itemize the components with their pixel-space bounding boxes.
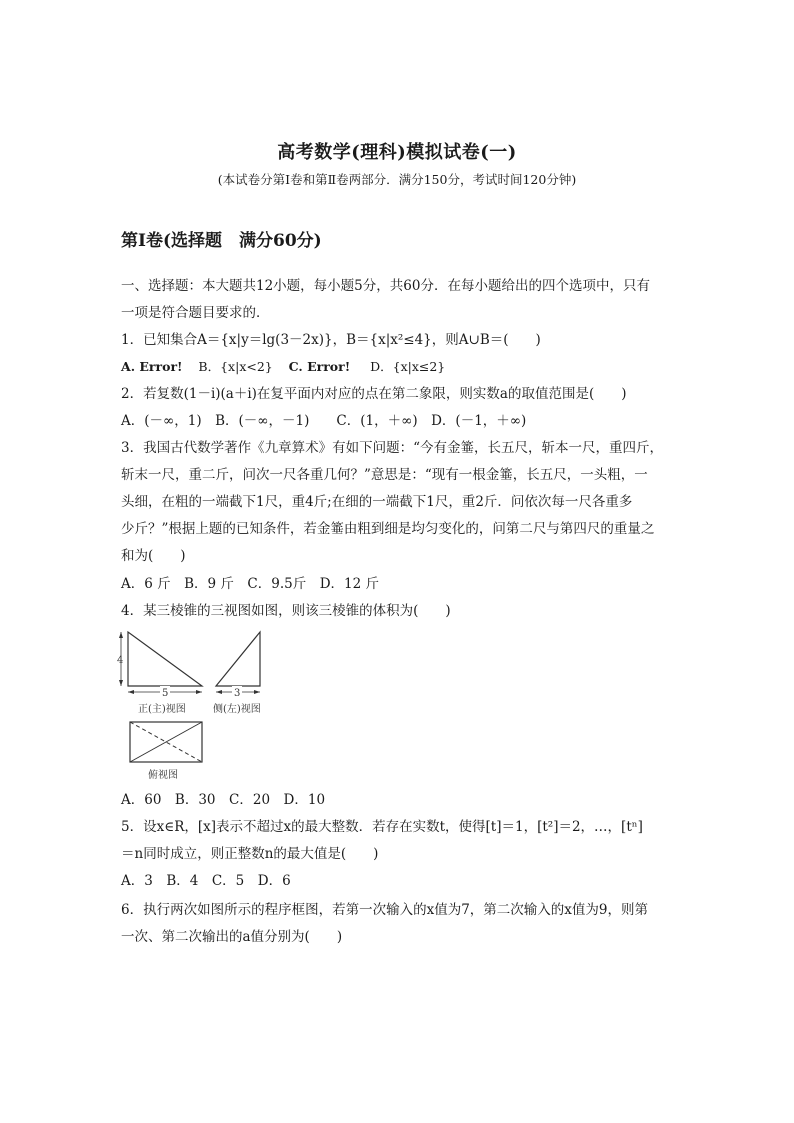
height-arrow-top xyxy=(119,632,123,638)
instructions-line-2: 一项是符合题目要求的． xyxy=(121,305,270,321)
exam-title: 高考数学(理科)模拟试卷(一) xyxy=(277,142,517,163)
side-view-caption: 侧(左)视图 xyxy=(213,704,261,715)
section-title: 第Ⅰ卷(选择题 满分60分) xyxy=(121,231,322,251)
question-3-options: A．6 斤 B．9 斤 C．9.5斤 D．12 斤 xyxy=(121,576,380,592)
front-height-label: 4 xyxy=(117,655,124,666)
q1-option-c: C. Error! xyxy=(288,359,351,374)
question-5-options: A．3 B．4 C．5 D．6 xyxy=(121,873,291,889)
question-4-stem: 4．某三棱锥的三视图如图，则该三棱锥的体积为( ) xyxy=(121,603,451,619)
question-3-line-5: 和为( ) xyxy=(121,548,186,564)
side-width-label: 3 xyxy=(234,688,241,699)
front-view-triangle xyxy=(128,632,202,686)
q1-option-d: D．{x|x≤2} xyxy=(370,359,446,374)
q1-option-a: A. Error! xyxy=(121,359,183,374)
front-view-caption: 正(主)视图 xyxy=(138,704,186,715)
question-3-line-1: 3．我国古代数学著作《九章算术》有如下问题：“今有金箠，长五尺，斩本一尺，重四斤， xyxy=(121,440,663,456)
side-view-triangle xyxy=(216,632,260,686)
front-width-arrow-right xyxy=(196,690,202,694)
height-arrow-bottom xyxy=(119,680,123,686)
instructions-line-1: 一、选择题：本大题共12小题，每小题5分，共60分．在每小题给出的四个选项中，只有 xyxy=(121,278,650,294)
front-width-label: 5 xyxy=(162,688,169,699)
question-5-line-2: ＝n同时成立，则正整数n的最大值是( ) xyxy=(121,846,379,862)
question-3-line-2: 斩末一尺，重二斤，问次一尺各重几何？”意思是：“现有一根金箠，长五尺，一头粗，一 xyxy=(121,467,648,483)
question-5-line-1: 5．设x∈R，[x]表示不超过x的最大整数．若存在实数t，使得[t]＝1，[t²]＝2，…，[tⁿ] xyxy=(121,819,643,835)
question-2-stem: 2．若复数(1－i)(a＋i)在复平面内对应的点在第二象限，则实数a的取值范围是( ) xyxy=(121,386,627,402)
question-2-options: A．(－∞，1) B．(－∞，－1) C．(1，＋∞) D．(－1，＋∞) xyxy=(121,413,527,429)
top-view-caption: 俯视图 xyxy=(148,770,178,781)
three-view-figure xyxy=(114,626,274,784)
question-1-options xyxy=(121,358,445,376)
question-3-line-4: 少斤？”根据上题的已知条件，若金箠由粗到细是均匀变化的，问第二尺与第四尺的重量之 xyxy=(121,521,655,537)
question-6-line-1: 6．执行两次如图所示的程序框图，若第一次输入的x值为7，第二次输入的x值为9，则第 xyxy=(121,902,648,918)
q1-option-b: B．{x|x<2} xyxy=(198,359,273,374)
side-width-arrow-left xyxy=(216,690,222,694)
question-3-line-3: 头细，在粗的一端截下1尺，重4斤;在细的一端截下1尺，重2斤．问依次每一尺各重多 xyxy=(121,494,633,510)
question-4-options: A．60 B．30 C．20 D．10 xyxy=(121,792,326,808)
question-1-stem: 1．已知集合A＝{x|y＝lg(3－2x)}，B＝{x|x²≤4}，则A∪B＝( ) xyxy=(121,332,541,348)
question-6-line-2: 一次、第二次输出的a值分别为( ) xyxy=(121,929,343,945)
exam-subtitle: (本试卷分第Ⅰ卷和第Ⅱ卷两部分．满分150分，考试时间120分钟) xyxy=(217,172,577,187)
front-width-arrow-left xyxy=(128,690,134,694)
side-width-arrow-right xyxy=(254,690,260,694)
